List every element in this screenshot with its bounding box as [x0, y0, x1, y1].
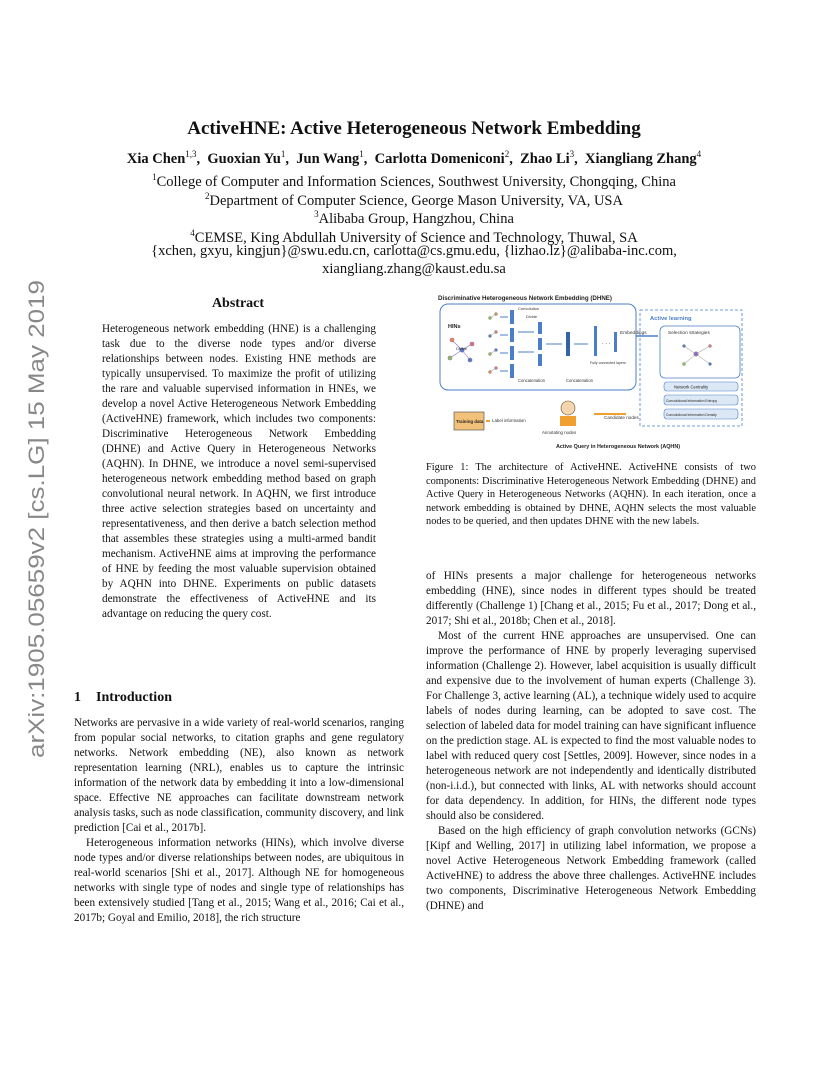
annotating-nodes-label: Annotating nodes	[542, 430, 577, 435]
divide-label: Divide	[456, 346, 468, 351]
email-line: xiangliang.zhang@kaust.edu.sa	[322, 261, 506, 277]
author: Zhao Li	[520, 150, 570, 167]
architecture-figure	[426, 292, 756, 452]
intro-right-column	[426, 569, 756, 914]
author: Carlotta Domeniconi	[374, 150, 505, 167]
annotator-icon	[560, 401, 576, 426]
divide2-label: Divide	[526, 314, 538, 319]
convolution-label: Convolution	[518, 306, 540, 311]
author-list: Xia Chen$^{1,3}$, Guoxian Yu$^1$, Jun Wang$^1$, Carlotta Domeniconi$^2$, Zhao Li$^3$, Xiangliang Zhang$^4$	[126, 149, 702, 167]
fully-connected-label: Fully connected layers	[590, 361, 626, 365]
paper-title: ActiveHNE: Active Heterogeneous Network Embedding	[187, 118, 641, 139]
strategy-1: Network Centrality	[674, 384, 709, 390]
strategy-graph-icon	[683, 345, 712, 366]
label-information-label: Label information	[492, 418, 526, 423]
section-heading: 1 Introduction	[74, 690, 172, 705]
strategy-3: Convolutional Information Density	[666, 413, 717, 417]
figure-caption	[426, 461, 756, 529]
ellipsis: . . .	[602, 340, 611, 346]
active-learning-label: Active learning	[650, 316, 692, 322]
training-data-label: Training data	[456, 419, 484, 424]
conv-layers	[510, 310, 617, 378]
author: Xiangliang Zhang	[585, 150, 697, 167]
author: Guoxian Yu	[207, 150, 281, 167]
active-learning-box	[640, 310, 742, 426]
abstract-text: Heterogeneous network embedding (HNE) is a challenging task due to the diverse node types and/or diverse relationships between nodes. Existing HNE methods are typically unsupervised. To maximize the profit of utilizing the rare and valuable supervised information in HNEs, we develop a novel Active Heterogeneous Network Embedding (ActiveHNE) framework, which includes two components: Discriminative Heterogeneous Network Embedding (DHNE) and Active Query in Heterogeneous Networks (AQHN). In DHNE, we introduce a novel semi-supervised heterogeneous network embedding method based on graph convolutional neural network. In AQHN, we first introduce three active selection strategies based on uncertainty and representativeness, and then derive a batch selection method that assembles these strategies using a multi-armed bandit mechanism. ActiveHNE aims at improving the performance of HNE by feeding the most valuable supervision obtained by AQHN into DHNE. Experiments on public datasets demonstrate the effectiveness of ActiveHNE and its advantage on reducing the query cost.	[102, 323, 376, 620]
paragraph: of HINs presents a major challenge for heterogeneous networks embedding (HNE), since nodes in different types should be treated differently (Challenge 1) [Chang et al., 2015; Fu et al., 2017; Dong et al., 2017; Shi et al., 2018b; Chen et al., 2018].	[426, 570, 756, 627]
affiliation: $^2$Department of Computer Science, George Mason University, VA, USA	[205, 191, 623, 209]
paragraph: Heterogeneous information networks (HINs), which involve diverse node types and/or diverse relationships between nodes, are ubiquitous in real-world scenarios [Shi et al., 2017]. Although NE for homogeneous networks with single type of nodes and single type of relationships has been extensively studied [Tang et al., 2015; Wang et al., 2016; Cai et al., 2017b; Goyal and Emilio, 2018], the rich structure	[74, 837, 404, 924]
strategy-2: Convolutional Information Entropy	[666, 399, 718, 403]
affiliation: $^3$Alibaba Group, Hangzhou, China	[314, 209, 514, 227]
author: Xia Chen	[126, 150, 186, 167]
aqhn-title: Active Query in Heterogeneous Network (AQHN)	[556, 444, 681, 450]
concatenation2-label: Concatenation	[566, 378, 594, 383]
concatenation1-label: Concatenation	[518, 378, 546, 383]
affiliation: $^1$College of Computer and Information Sciences, Southwest University, Chongqing, China	[152, 172, 676, 190]
email-line: {xchen, gxyu, kingjun}@swu.edu.cn, carlotta@cs.gmu.edu, {lizhao.lz}@alibaba-inc.com,	[151, 243, 677, 259]
arxiv-stamp	[6, 270, 66, 760]
paragraph: Based on the high efficiency of graph convolution networks (GCNs) [Kipf and Welling, 2017] in utilizing label information, we propose a novel Active Heterogeneous Network Embedding framework (called ActiveHNE) to address the above three challenges. ActiveHNE includes two components, Discriminative Heterogeneous Network Embedding (DHNE) and	[426, 825, 756, 912]
embeddings-label: Embeddings	[620, 331, 647, 336]
intro-left-column	[74, 716, 404, 926]
hins-label: HINs	[448, 324, 461, 330]
abstract-body	[102, 322, 376, 622]
abstract-heading: Abstract	[211, 296, 265, 311]
caption-text: Figure 1: The architecture of ActiveHNE. ActiveHNE consists of two components: Discriminative Heterogeneous Network Embedding (DHNE) and Active Query in Heterogeneous Networks (AQHN). In each iteration, once a network embedding is obtained by DHNE, AQHN selects the most valuable nodes to be queried, and then updates DHNE with the new labels.	[426, 462, 756, 527]
affiliation: $^4$CEMSE, King Abdullah University of Science and Technology, Thuwal, SA	[190, 228, 638, 246]
candidate-nodes-label: Candidate nodes	[604, 415, 639, 420]
author: Jun Wang	[296, 150, 360, 167]
arxiv-id: arXiv:1905.05659v2 [cs.LG] 15 May 2019	[24, 353, 49, 758]
paragraph: Most of the current HNE approaches are unsupervised. One can improve the performance of HNE by properly leveraging supervised information (Challenge 2). However, label acquisition is usually difficult and expensive due to the involvement of human experts (Challenge 3). For Challenge 3, active learning (AL), a technique widely used to acquire labels of nodes during learning, can be adopted to save cost. The selection of labeled data for model training can have significant influence on the prediction stage. AL is expected to find the most valuable nodes to label with reduced query cost [Settles, 2009]. However, since nodes in a heterogeneous network are not independently and identically distributed (non-i.i.d.), but connected with links, AL with networks should account for data dependency. In addition, for HINs, the different node types should also be considered.	[426, 630, 756, 822]
dhne-title: Discriminative Heterogeneous Network Embedding (DHNE)	[438, 295, 612, 302]
selection-strategies-label: Selection strategies	[668, 331, 710, 336]
paragraph: Networks are pervasive in a wide variety of real-world scenarios, ranging from popular social networks, to citation graphs and gene regulatory networks. Network embedding (NE), also known as network representation learning (NRL), enables us to capture the intrinsic information of the network data by embedding it into a low-dimensional space. Effective NE approaches can facilitate downstream network analysis tasks, such as node classification, community discovery, and link prediction [Cai et al., 2017b].	[74, 717, 404, 834]
subgraph-icons	[489, 313, 498, 374]
